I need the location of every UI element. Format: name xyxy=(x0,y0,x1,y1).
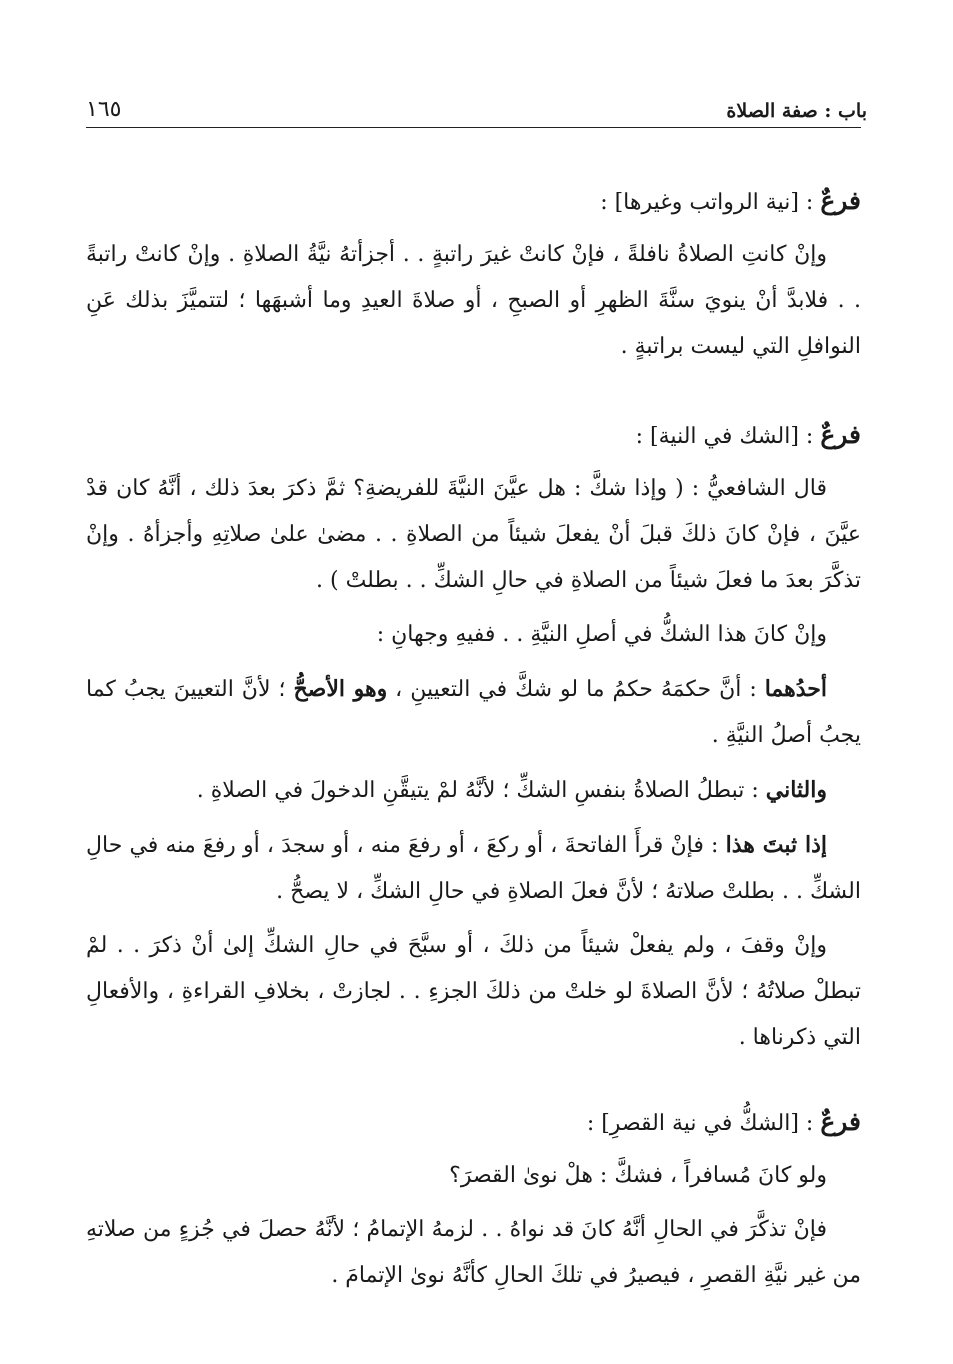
paragraph: فإنْ تذكَّرَ في الحالِ أنَّهُ كانَ قد نواهُ . . لزمهُ الإتمامُ ؛ لأنَّهُ حصلَ في جُزءٍ من صلاتهِ من غير نيَّةِ القصرِ ، فيصيرُ في تلكَ الحالِ كأنَّهُ نوىٰ الإتمامَ . xyxy=(86,1217,861,1288)
page-body xyxy=(86,178,861,1307)
chapter-title: باب : صفة الصلاة xyxy=(726,100,867,122)
text: : فإنْ قرأَ الفاتحةَ ، أو ركعَ ، أو رفعَ منه ، أو سجدَ ، أو رفعَ منه في حالِ الشكِّ . . بطلتْ صلاتهُ ؛ لأنَّ فعلَ الصلاةِ في حالِ الشكِّ ، لا يصحُّ . xyxy=(86,833,861,904)
heading-keyword: فرعٌ xyxy=(820,1107,861,1136)
paragraph-if-established xyxy=(86,822,861,915)
term-if-established: إذا ثبتَ هذا xyxy=(725,832,827,858)
running-header xyxy=(86,88,867,122)
section-heading-doubt-intention xyxy=(86,412,861,460)
heading-keyword: فرعٌ xyxy=(820,420,861,449)
paragraph: وإنْ كانَ هذا الشكُّ في أصلِ النيَّةِ . . ففيهِ وجهانِ : xyxy=(376,622,827,647)
header-rule xyxy=(86,127,861,128)
term-most-correct: وهو الأصحُّ xyxy=(293,676,388,702)
page-number: ١٦٥ xyxy=(86,97,122,122)
paragraph-first-view xyxy=(86,666,861,759)
section-heading-rawatib xyxy=(86,178,861,226)
paragraph: ولو كانَ مُسافراً ، فشكَّ : هلْ نوىٰ القصرَ؟ xyxy=(449,1163,827,1188)
paragraph: وإنْ كانتِ الصلاةُ نافلةً ، فإنْ كانتْ غيرَ راتبةٍ . . أجزأتهُ نيَّةُ الصلاةِ . وإنْ كانتْ راتبةً . . فلابدَّ أنْ ينويَ سنَّةَ الظهرِ أو الصبحِ ، أو صلاةَ العيدِ وما أشبهَها ؛ لتتميَّزَ بذلك عَنِ النوافلِ التي ليست براتبةٍ . xyxy=(86,242,861,359)
term-second: والثاني xyxy=(765,777,827,803)
section-heading-doubt-qasr xyxy=(86,1099,861,1147)
text: : تبطلُ الصلاةُ بنفسِ الشكِّ ؛ لأنَّهُ لمْ يتيقَّنِ الدخولَ في الصلاةِ . xyxy=(196,778,766,803)
paragraph: وإنْ وقفَ ، ولم يفعلْ شيئاً من ذلكَ ، أو سبَّحَ في حالِ الشكِّ إلىٰ أنْ ذكرَ . . لمْ تبطلْ صلاتُهُ ؛ لأنَّ الصلاةَ لو خلتْ من ذلكَ الجزءِ . . لجازتْ ، بخلافِ القراءةِ ، والأفعالِ التي ذكرناها . xyxy=(86,933,861,1050)
text: : أنَّ حكمَهُ حكمُ ما لو شكَّ في التعيينِ ، xyxy=(387,677,765,702)
heading-text: : [نية الرواتب وغيرها] : xyxy=(600,190,821,215)
paragraph-second-view xyxy=(86,767,861,814)
heading-text: : [الشكُّ في نية القصرِ] : xyxy=(586,1111,821,1136)
paragraph-shafii-quote: قال الشافعيُّ : ( وإذا شكَّ : هل عيَّنَ النيَّةَ للفريضةِ؟ ثمَّ ذكرَ بعدَ ذلك ، أنَّهُ كان قدْ عيَّنَ ، فإنْ كانَ ذلكَ قبلَ أنْ يفعلَ شيئاً من الصلاةِ . . مضىٰ علىٰ صلاتِهِ وأجزأهُ . وإنْ تذكَّرَ بعدَ ما فعلَ شيئاً من الصلاةِ في حالِ الشكِّ . . بطلتْ ) . xyxy=(86,476,861,593)
text: ؛ لأنَّ التعيينَ يجبُ كما يجبُ أصلُ النيَّةِ . xyxy=(86,677,861,748)
term-first: أحدُهما xyxy=(764,676,828,702)
heading-keyword: فرعٌ xyxy=(820,186,861,215)
heading-text: : [الشك في النية] : xyxy=(635,424,821,449)
